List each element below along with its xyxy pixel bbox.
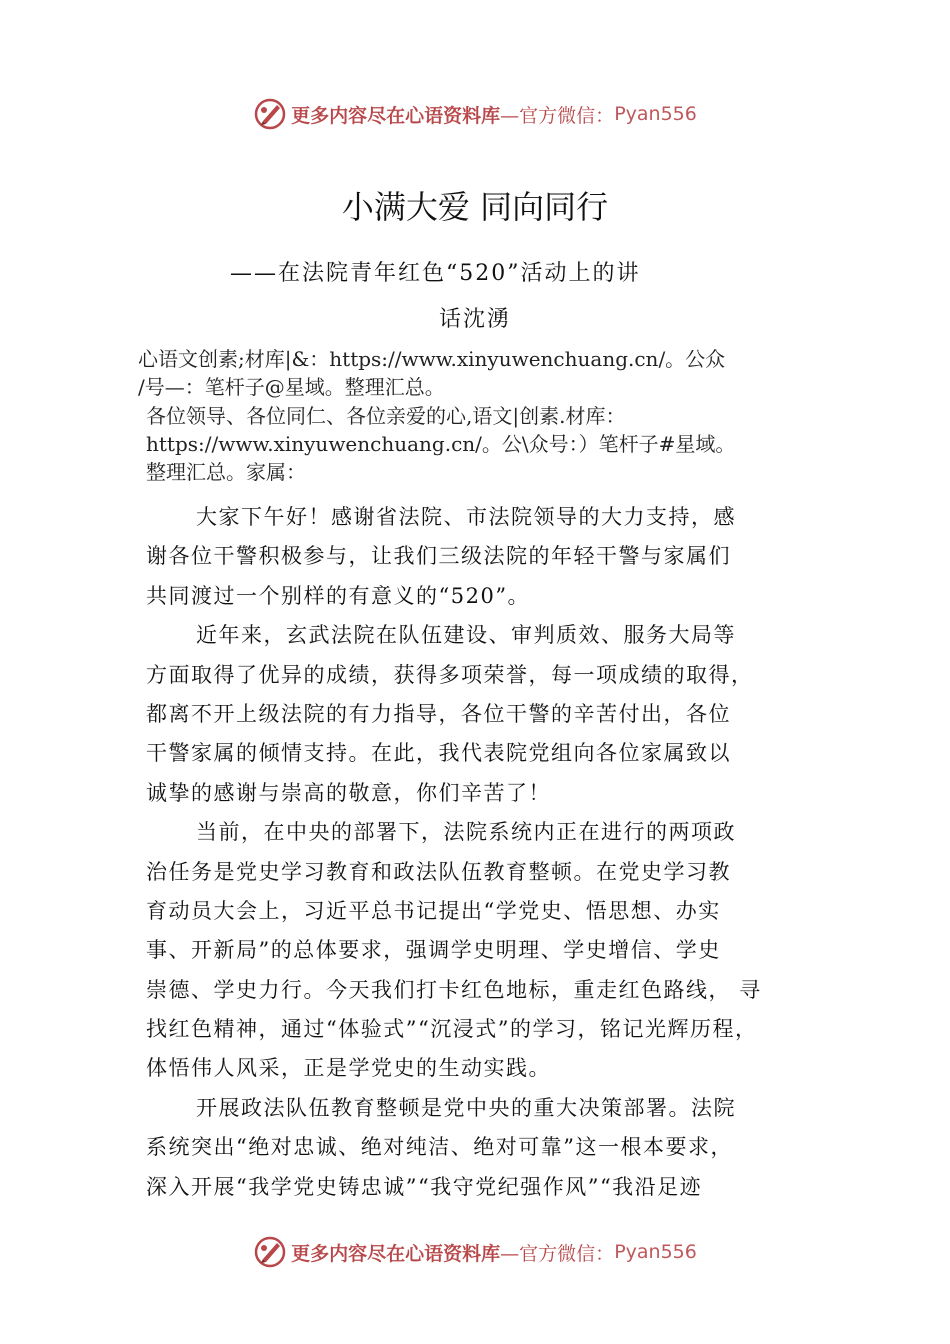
paragraph-line: 育动员大会上，习近平总书记提出“学党史、悟思想、办实: [146, 898, 721, 923]
source-note-line: /号—：笔杆子@星域。整理汇总。: [138, 375, 445, 399]
paragraph-line: 开展政法队伍教育整顿是党中央的重大决策部署。法院: [196, 1095, 736, 1120]
paragraph-line: 深入开展“我学党史铸忠诚”“我守党纪强作风”“我沿足迹: [146, 1174, 703, 1199]
paragraph-line: 近年来，玄武法院在队伍建设、审判质效、服务大局等: [196, 623, 736, 648]
banner-contact-label: —官方微信：: [500, 1242, 615, 1265]
paragraph-line: 都离不开上级法院的有力指导，各位干警的辛苦付出，各位: [146, 701, 731, 726]
paragraph-achievements: [146, 616, 846, 813]
paragraph-line: 当前，在中央的部署下，法院系统内正在进行的两项政: [196, 820, 736, 845]
source-note-line: 心语文创素;材库|&：https://www.xinyuwenchuang.cn/。公众: [138, 347, 726, 371]
source-note-line: 各位领导、各位同仁、各位亲爱的心,语文|创素.材库：: [146, 404, 626, 428]
document-author: 话沈湧: [438, 307, 511, 332]
paragraph-line: 系统突出“绝对忠诚、绝对纯洁、绝对可靠”这一根本要求，: [146, 1135, 733, 1160]
paragraph-party-history: [146, 813, 846, 1089]
paragraph-line: 大家下午好！感谢省法院、市法院领导的大力支持，感: [196, 505, 736, 529]
paragraph-line: 谢各位干警积极参与，让我们三级法院的年轻干警与家属们: [146, 544, 731, 569]
header-banner: [0, 94, 950, 134]
pen-seal-logo-icon: [253, 97, 287, 131]
paragraph-line: 体悟伟人风采，正是学党史的生动实践。: [146, 1056, 551, 1081]
paragraph-line: 干警家属的倾情支持。在此，我代表院党组向各位家属致以: [146, 741, 731, 766]
footer-banner: [0, 1232, 950, 1272]
banner-contact-label: —官方微信：: [500, 104, 615, 127]
paragraph-line: 共同渡过一个别样的有意义的“520”。: [146, 583, 531, 608]
paragraph-line: 治任务是党史学习教育和政法队伍教育整顿。在党史学习教: [146, 859, 731, 884]
paragraph-line: 崇德、学史力行。今天我们打卡红色地标，重走红色路线， 寻: [146, 977, 762, 1002]
source-note-2: [146, 402, 735, 486]
source-note-line: 整理汇总。家属：: [146, 460, 306, 484]
banner-wechat-id: Pyan556: [614, 1241, 697, 1263]
paragraph-line: 事、开新局”的总体要求，强调学史明理、学史增信、学史: [146, 938, 721, 963]
pen-seal-logo-icon: [253, 1235, 287, 1269]
paragraph-line: 诚挚的感谢与崇高的敬意，你们辛苦了！: [146, 780, 551, 805]
document-title: 小满大爱 同向同行: [341, 188, 609, 226]
paragraph-line: 方面取得了优异的成绩，获得多项荣誉，每一项成绩的取得，: [146, 662, 754, 687]
paragraph-line: 找红色精神，通过“体验式”“沉浸式”的学习，铭记光辉历程，: [146, 1017, 758, 1042]
paragraph-greeting: [146, 498, 846, 616]
document-subtitle: ——在法院青年红色“520”活动上的讲: [230, 261, 641, 286]
speech-body: [146, 498, 846, 1207]
paragraph-team-education: [146, 1089, 846, 1207]
source-note-line: https://www.xinyuwenchuang.cn/。公\众号：）笔杆子#星域。: [146, 432, 736, 456]
banner-slogan: 更多内容尽在心语资料库: [291, 1242, 501, 1265]
banner-slogan: 更多内容尽在心语资料库: [291, 104, 501, 127]
source-note-1: [138, 345, 725, 401]
banner-wechat-id: Pyan556: [614, 103, 697, 125]
